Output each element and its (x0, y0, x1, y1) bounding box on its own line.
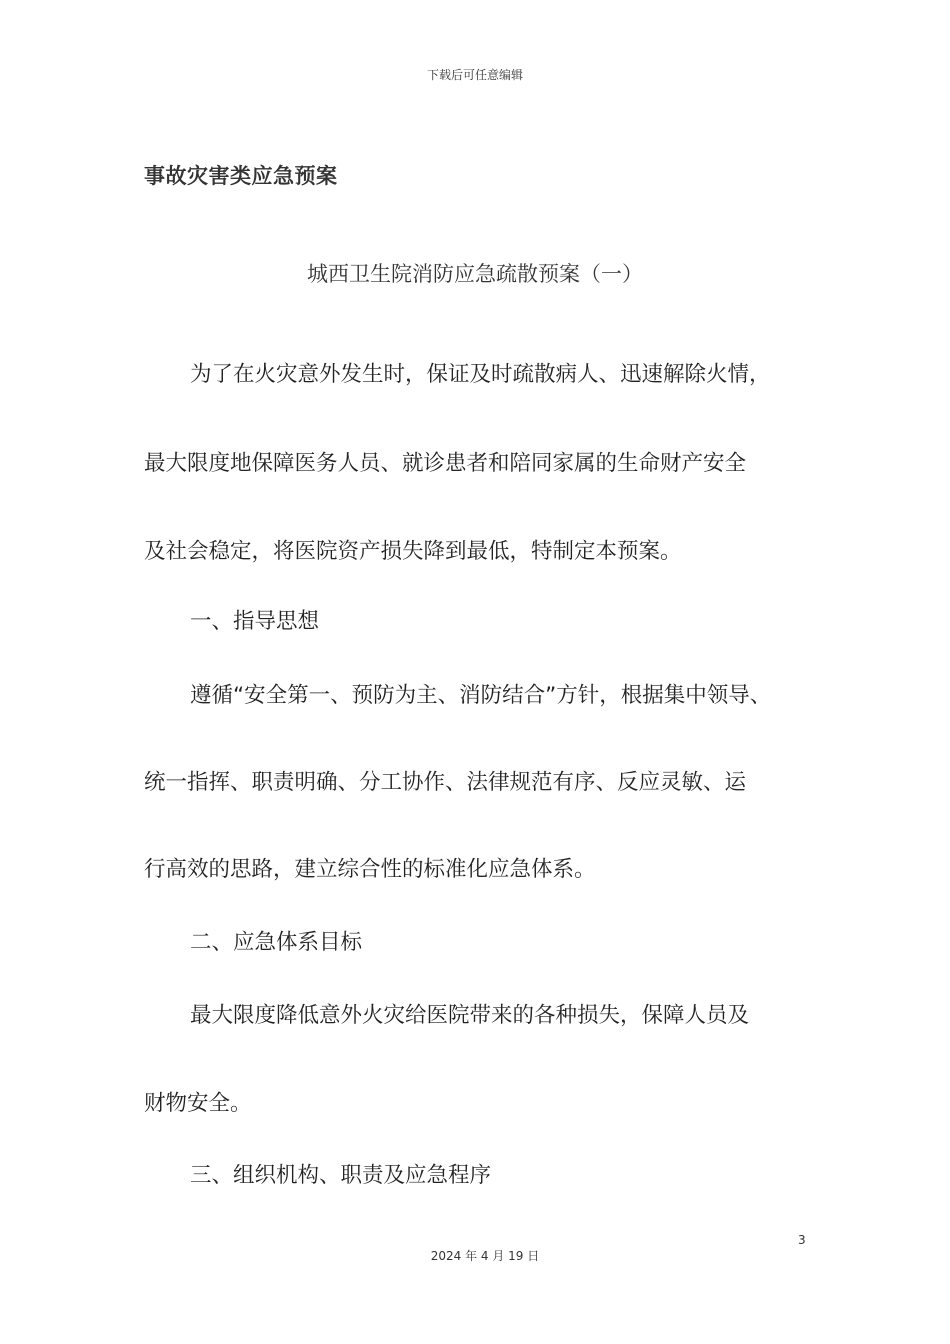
page-number: 3 (798, 1233, 806, 1247)
section-heading: 三、组织机构、职责及应急程序 (190, 1163, 492, 1188)
page-footer-date: 2024 年 4 月 19 日 (430, 1249, 540, 1263)
section-title: 事故灾害类应急预案 (144, 164, 338, 188)
document-title: 城西卫生院消防应急疏散预案（一） (307, 262, 643, 286)
paragraph-line: 遵循“安全第一、预防为主、消防结合”方针，根据集中领导、 (190, 683, 772, 708)
section-heading: 一、指导思想 (190, 609, 320, 634)
paragraph-line: 最大限度地保障医务人员、就诊患者和陪同家属的生命财产安全 (144, 451, 747, 476)
paragraph-line: 为了在火灾意外发生时，保证及时疏散病人、迅速解除火情， (190, 362, 771, 387)
paragraph-line: 行高效的思路，建立综合性的标准化应急体系。 (144, 857, 596, 882)
paragraph-line: 最大限度降低意外火灾给医院带来的各种损失，保障人员及 (190, 1003, 750, 1028)
paragraph-line: 财物安全。 (144, 1091, 252, 1116)
paragraph-line: 及社会稳定，将医院资产损失降到最低，特制定本预案。 (144, 539, 682, 564)
page-header: 下载后可任意编辑 (426, 68, 523, 82)
section-heading: 二、应急体系目标 (190, 930, 363, 955)
paragraph-line: 统一指挥、职责明确、分工协作、法律规范有序、反应灵敏、运 (144, 770, 747, 795)
